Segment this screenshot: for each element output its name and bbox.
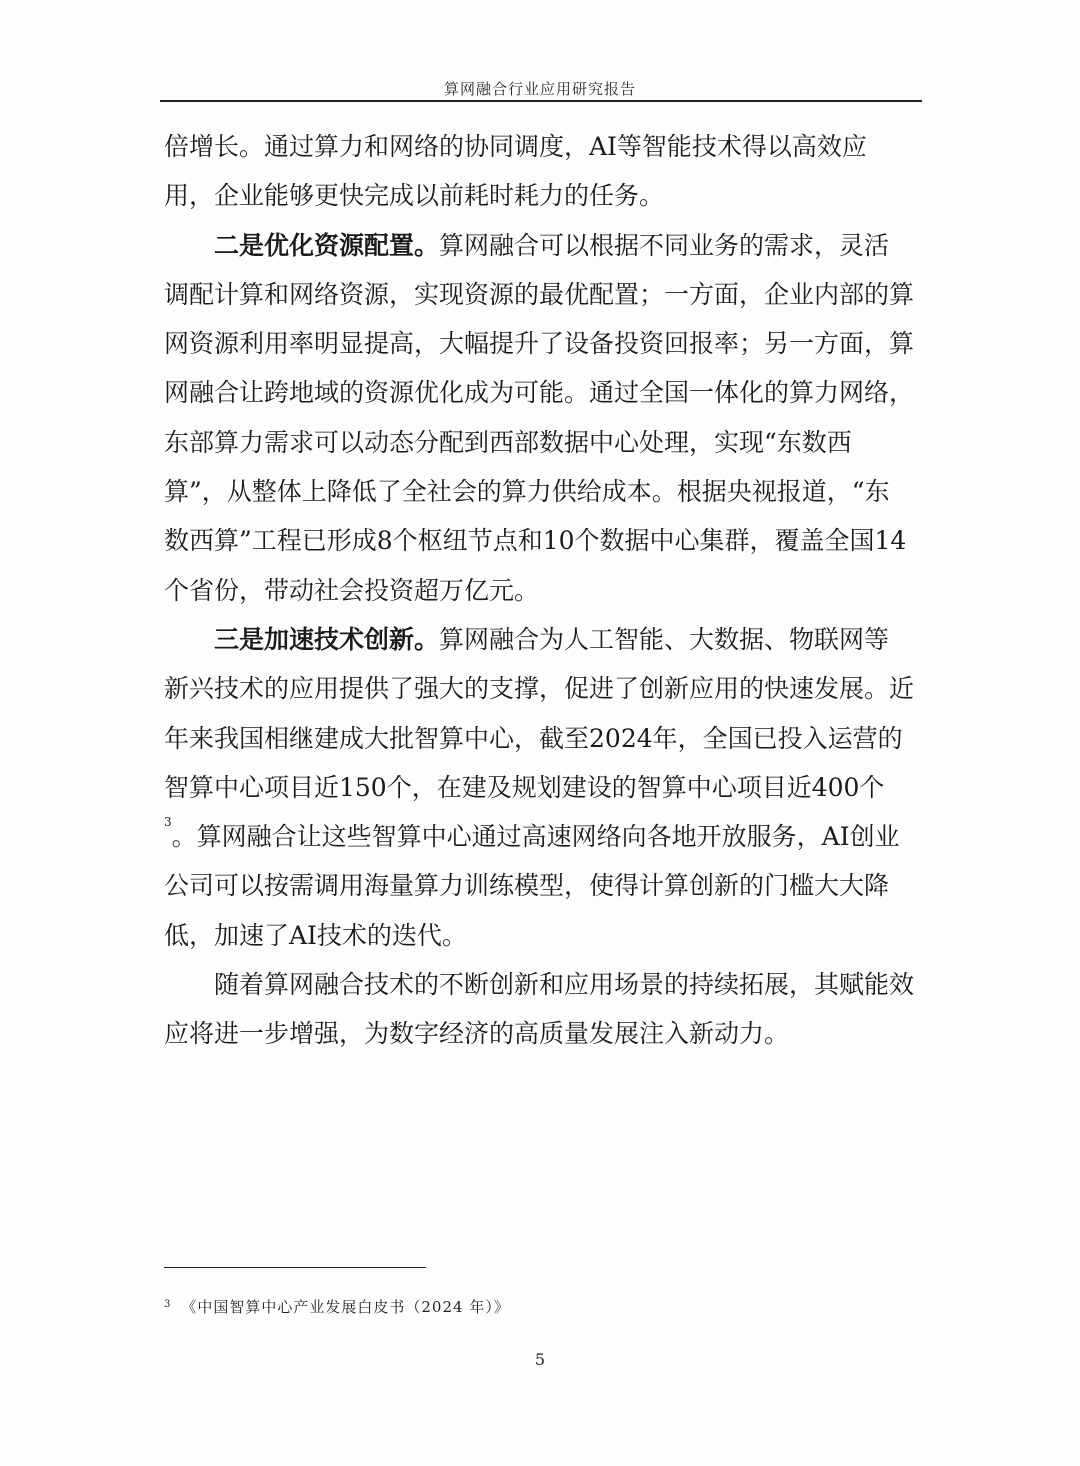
header-rule [160, 100, 922, 102]
footnote-mark: 3 [164, 1299, 172, 1310]
paragraph-3-text-a: 算网融合为人工智能、大数据、物联网等新兴技术的应用提供了强大的支撑，促进了创新应用的快速发展。近年来我国相继建成大批智算中心，截至2024年，全国已投入运营的智算中心项目近150个，在建及规划建设的智算中心项目近400个 [164, 624, 915, 802]
footnote-reference[interactable]: 3 [164, 815, 172, 830]
paragraph-resource-allocation [164, 221, 914, 615]
paragraph-continuation [164, 122, 914, 221]
paragraph-3-text-b: 。算网融合让这些智算中心通过高速网络向各地开放服务，AI创业公司可以按需调用海量算力训练模型，使得计算创新的门槛大大降低，加速了AI技术的迭代。 [164, 822, 900, 950]
paragraph-2-heading: 二是优化资源配置。 [214, 230, 440, 260]
paragraph-3-heading: 三是加速技术创新。 [214, 624, 440, 654]
paragraph-tech-innovation [164, 615, 914, 960]
footnote-rule [164, 1267, 426, 1268]
paragraph-4-text: 随着算网融合技术的不断创新和应用场景的持续拓展，其赋能效应将进一步增强，为数字经济的高质量发展注入新动力。 [164, 970, 915, 1049]
footnote-text: 《中国智算中心产业发展白皮书（2024 年）》 [181, 1298, 510, 1316]
running-header: 算网融合行业应用研究报告 [443, 80, 636, 98]
footnote [164, 1296, 510, 1317]
body-text [164, 122, 914, 1059]
paragraph-1-text: 倍增长。通过算力和网络的协同调度，AI等智能技术得以高效应用，企业能够更快完成以前耗时耗力的任务。 [164, 132, 867, 211]
paragraph-conclusion [164, 960, 914, 1059]
page-number: 5 [534, 1350, 546, 1369]
paragraph-2-text: 算网融合可以根据不同业务的需求，灵活调配计算和网络资源，实现资源的最优配置；一方面，企业内部的算网资源利用率明显提高，大幅提升了设备投资回报率；另一方面，算网融合让跨地域的资源优化成为可能。通过全国一体化的算力网络，东部算力需求可以动态分配到西部数据中心处理，实现“东数西算”，从整体上降低了全社会的算力供给成本。根据央视报道，“东数西算”工程已形成8个枢纽节点和10个数据中心集群，覆盖全国14个省份，带动社会投资超万亿元。 [164, 230, 915, 605]
